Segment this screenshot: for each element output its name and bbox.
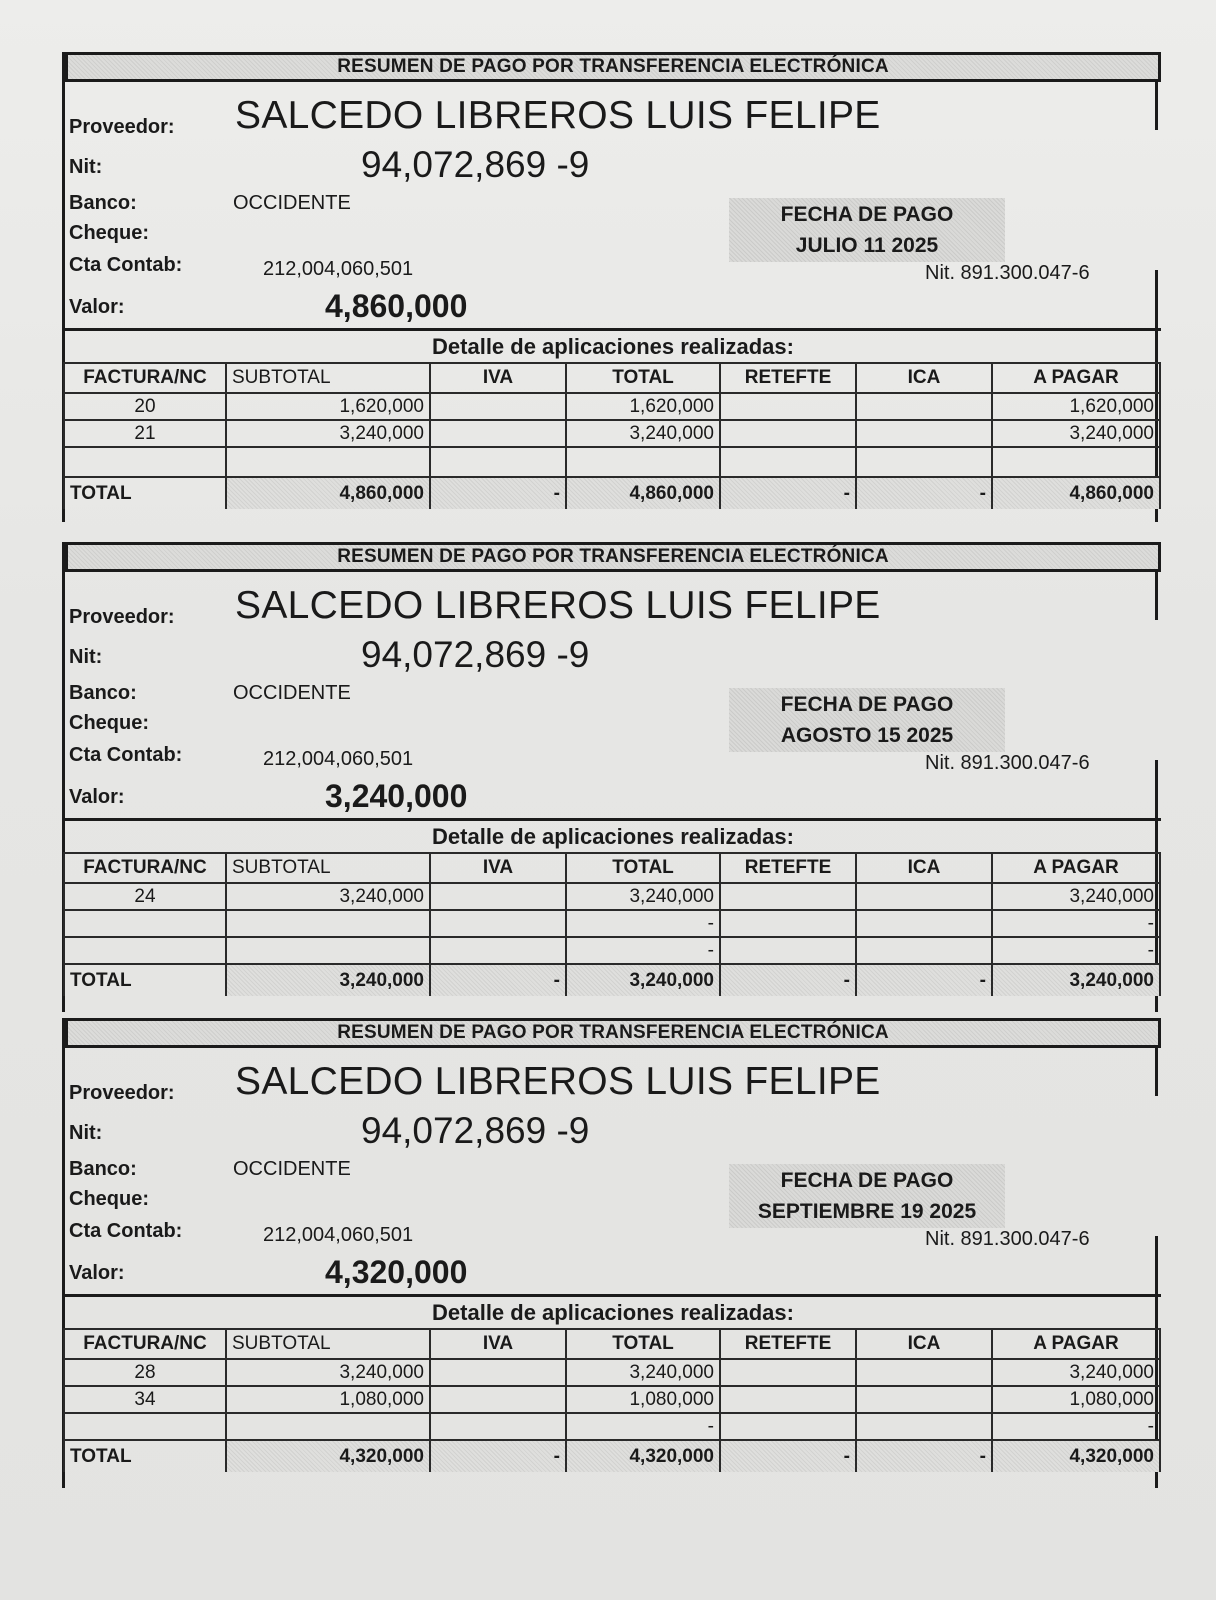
- total-cell: 4,860,000: [226, 477, 430, 509]
- payment-summary: [62, 52, 1158, 522]
- table-cell: [720, 393, 856, 420]
- table-cell: [566, 447, 720, 477]
- table-header: [64, 1329, 1160, 1359]
- account-number: 212,004,060,501: [263, 748, 414, 770]
- table-cell: [720, 420, 856, 447]
- table-cell: [720, 1359, 856, 1386]
- column-header: SUBTOTAL: [226, 853, 430, 883]
- company-nit: Nit. 891.300.047-6: [925, 1228, 1090, 1250]
- total-cell: -: [430, 477, 566, 509]
- table-cell: [430, 393, 566, 420]
- table-cell: [856, 1359, 992, 1386]
- total-cell: -: [720, 1440, 856, 1472]
- bank-name: OCCIDENTE: [233, 682, 351, 704]
- table-cell: [720, 447, 856, 477]
- total-row: [64, 964, 1160, 996]
- label-valor: Valor:: [69, 1262, 125, 1284]
- column-header: RETEFTE: [720, 1329, 856, 1359]
- table-cell: [720, 1413, 856, 1440]
- table-cell: [226, 447, 430, 477]
- payment-date: SEPTIEMBRE 19 2025: [757, 1200, 977, 1223]
- summary-title: RESUMEN DE PAGO POR TRANSFERENCIA ELECTRÓNICA: [65, 542, 1161, 572]
- label-banco: Banco:: [69, 1158, 137, 1180]
- table-row: [64, 447, 1160, 477]
- table-cell: 1,620,000: [226, 393, 430, 420]
- table-cell: 1,080,000: [226, 1386, 430, 1413]
- table-header: [64, 853, 1160, 883]
- label-cheque: Cheque:: [69, 222, 149, 244]
- table-cell: [856, 883, 992, 910]
- table-cell: [64, 1413, 226, 1440]
- table-cell: [430, 910, 566, 937]
- table-cell: 24: [64, 883, 226, 910]
- column-header: IVA: [430, 363, 566, 393]
- total-row: [64, 1440, 1160, 1472]
- details-heading: Detalle de aplicaciones realizadas:: [432, 1300, 794, 1325]
- details-table: [63, 1328, 1161, 1472]
- table-cell: [64, 447, 226, 477]
- details-heading: Detalle de aplicaciones realizadas:: [432, 334, 794, 359]
- table-cell: [720, 883, 856, 910]
- payment-date: AGOSTO 15 2025: [780, 724, 954, 747]
- total-label: TOTAL: [64, 964, 226, 996]
- table-cell: 3,240,000: [566, 420, 720, 447]
- column-header: SUBTOTAL: [226, 363, 430, 393]
- border-line: [1155, 1048, 1158, 1096]
- table-cell: [856, 447, 992, 477]
- table-cell: 3,240,000: [566, 1359, 720, 1386]
- provider-name: SALCEDO LIBREROS LUIS FELIPE: [235, 94, 881, 137]
- total-cell: 4,320,000: [992, 1440, 1160, 1472]
- payment-date-title: FECHA DE PAGO: [780, 1169, 954, 1192]
- summary-title: RESUMEN DE PAGO POR TRANSFERENCIA ELECTRÓNICA: [65, 1018, 1161, 1048]
- payment-summary: [62, 542, 1158, 1012]
- table-row: [64, 1386, 1160, 1413]
- table-cell: [856, 393, 992, 420]
- table-cell: [430, 937, 566, 964]
- total-cell: 3,240,000: [992, 964, 1160, 996]
- account-number: 212,004,060,501: [263, 258, 414, 280]
- account-number: 212,004,060,501: [263, 1224, 414, 1246]
- provider-name: SALCEDO LIBREROS LUIS FELIPE: [235, 584, 881, 627]
- table-cell: [430, 1386, 566, 1413]
- provider-nit: 94,072,869 -9: [361, 634, 590, 675]
- total-cell: 3,240,000: [566, 964, 720, 996]
- table-row: [64, 393, 1160, 420]
- table-cell: [226, 910, 430, 937]
- label-proveedor: Proveedor:: [69, 1082, 175, 1104]
- payment-date-title: FECHA DE PAGO: [780, 203, 954, 226]
- table-cell: [992, 447, 1160, 477]
- column-header: ICA: [856, 1329, 992, 1359]
- label-cta: Cta Contab:: [69, 254, 183, 276]
- table-cell: 3,240,000: [226, 420, 430, 447]
- column-header: FACTURA/NC: [64, 1329, 226, 1359]
- total-label: TOTAL: [64, 477, 226, 509]
- table-cell: 1,620,000: [992, 393, 1160, 420]
- company-nit: Nit. 891.300.047-6: [925, 752, 1090, 774]
- table-cell: 28: [64, 1359, 226, 1386]
- table-cell: 20: [64, 393, 226, 420]
- table-row: [64, 883, 1160, 910]
- provider-name: SALCEDO LIBREROS LUIS FELIPE: [235, 1060, 881, 1103]
- table-cell: [430, 1359, 566, 1386]
- divider: [65, 328, 1161, 331]
- bank-name: OCCIDENTE: [233, 192, 351, 214]
- border-line: [1155, 82, 1158, 130]
- table-cell: [64, 937, 226, 964]
- summary-title: RESUMEN DE PAGO POR TRANSFERENCIA ELECTRÓNICA: [65, 52, 1161, 82]
- payment-date-box: [729, 198, 1005, 262]
- label-cheque: Cheque:: [69, 1188, 149, 1210]
- column-header: A PAGAR: [992, 853, 1160, 883]
- column-header: IVA: [430, 1329, 566, 1359]
- column-header: IVA: [430, 853, 566, 883]
- table-cell: 1,620,000: [566, 393, 720, 420]
- label-cheque: Cheque:: [69, 712, 149, 734]
- table-row: [64, 910, 1160, 937]
- column-header: TOTAL: [566, 853, 720, 883]
- table-cell: [720, 1386, 856, 1413]
- label-nit: Nit:: [69, 156, 103, 178]
- table-cell: [226, 1413, 430, 1440]
- table-cell: [856, 910, 992, 937]
- column-header: RETEFTE: [720, 853, 856, 883]
- table-cell: 1,080,000: [992, 1386, 1160, 1413]
- total-cell: 3,240,000: [226, 964, 430, 996]
- bank-name: OCCIDENTE: [233, 1158, 351, 1180]
- table-cell: -: [992, 937, 1160, 964]
- label-banco: Banco:: [69, 682, 137, 704]
- provider-nit: 94,072,869 -9: [361, 144, 590, 185]
- divider: [65, 1294, 1161, 1297]
- total-cell: 4,320,000: [226, 1440, 430, 1472]
- table-cell: -: [566, 1413, 720, 1440]
- table-cell: 3,240,000: [226, 1359, 430, 1386]
- payment-amount: 3,240,000: [325, 778, 468, 814]
- total-cell: -: [856, 477, 992, 509]
- column-header: FACTURA/NC: [64, 853, 226, 883]
- label-proveedor: Proveedor:: [69, 606, 175, 628]
- label-cta: Cta Contab:: [69, 1220, 183, 1242]
- total-row: [64, 477, 1160, 509]
- table-header: [64, 363, 1160, 393]
- table-cell: 3,240,000: [566, 883, 720, 910]
- table-cell: [856, 1386, 992, 1413]
- label-nit: Nit:: [69, 646, 103, 668]
- column-header: RETEFTE: [720, 363, 856, 393]
- table-cell: 3,240,000: [992, 883, 1160, 910]
- table-row: [64, 420, 1160, 447]
- table-cell: 3,240,000: [226, 883, 430, 910]
- provider-nit: 94,072,869 -9: [361, 1110, 590, 1151]
- details-table: [63, 852, 1161, 996]
- border-line: [1155, 572, 1158, 620]
- column-header: FACTURA/NC: [64, 363, 226, 393]
- table-cell: [430, 447, 566, 477]
- total-cell: -: [430, 964, 566, 996]
- payment-summary: [62, 1018, 1158, 1488]
- table-cell: [720, 910, 856, 937]
- table-cell: 3,240,000: [992, 1359, 1160, 1386]
- label-valor: Valor:: [69, 296, 125, 318]
- label-cta: Cta Contab:: [69, 744, 183, 766]
- total-cell: -: [856, 964, 992, 996]
- payment-date: JULIO 11 2025: [795, 234, 939, 257]
- label-banco: Banco:: [69, 192, 137, 214]
- column-header: SUBTOTAL: [226, 1329, 430, 1359]
- column-header: ICA: [856, 853, 992, 883]
- table-cell: 21: [64, 420, 226, 447]
- column-header: A PAGAR: [992, 363, 1160, 393]
- column-header: A PAGAR: [992, 1329, 1160, 1359]
- company-nit: Nit. 891.300.047-6: [925, 262, 1090, 284]
- details-table: [63, 362, 1161, 509]
- divider: [65, 818, 1161, 821]
- table-cell: [430, 1413, 566, 1440]
- table-row: [64, 1413, 1160, 1440]
- label-proveedor: Proveedor:: [69, 116, 175, 138]
- payment-amount: 4,860,000: [325, 288, 468, 324]
- column-header: TOTAL: [566, 1329, 720, 1359]
- details-heading: Detalle de aplicaciones realizadas:: [432, 824, 794, 849]
- table-cell: [856, 937, 992, 964]
- table-row: [64, 1359, 1160, 1386]
- table-cell: [856, 1413, 992, 1440]
- table-cell: [720, 937, 856, 964]
- table-cell: [430, 420, 566, 447]
- table-cell: -: [566, 910, 720, 937]
- table-cell: [430, 883, 566, 910]
- table-cell: 34: [64, 1386, 226, 1413]
- table-row: [64, 937, 1160, 964]
- table-cell: [64, 910, 226, 937]
- label-valor: Valor:: [69, 786, 125, 808]
- payment-date-box: [729, 688, 1005, 752]
- table-cell: -: [566, 937, 720, 964]
- table-cell: 3,240,000: [992, 420, 1160, 447]
- table-cell: [226, 937, 430, 964]
- total-label: TOTAL: [64, 1440, 226, 1472]
- payment-amount: 4,320,000: [325, 1254, 468, 1290]
- total-cell: 4,320,000: [566, 1440, 720, 1472]
- payment-date-box: [729, 1164, 1005, 1228]
- table-cell: [856, 420, 992, 447]
- total-cell: -: [856, 1440, 992, 1472]
- column-header: TOTAL: [566, 363, 720, 393]
- table-cell: 1,080,000: [566, 1386, 720, 1413]
- total-cell: -: [430, 1440, 566, 1472]
- payment-date-title: FECHA DE PAGO: [780, 693, 954, 716]
- total-cell: -: [720, 477, 856, 509]
- total-cell: 4,860,000: [566, 477, 720, 509]
- column-header: ICA: [856, 363, 992, 393]
- table-cell: -: [992, 1413, 1160, 1440]
- total-cell: 4,860,000: [992, 477, 1160, 509]
- total-cell: -: [720, 964, 856, 996]
- label-nit: Nit:: [69, 1122, 103, 1144]
- table-cell: -: [992, 910, 1160, 937]
